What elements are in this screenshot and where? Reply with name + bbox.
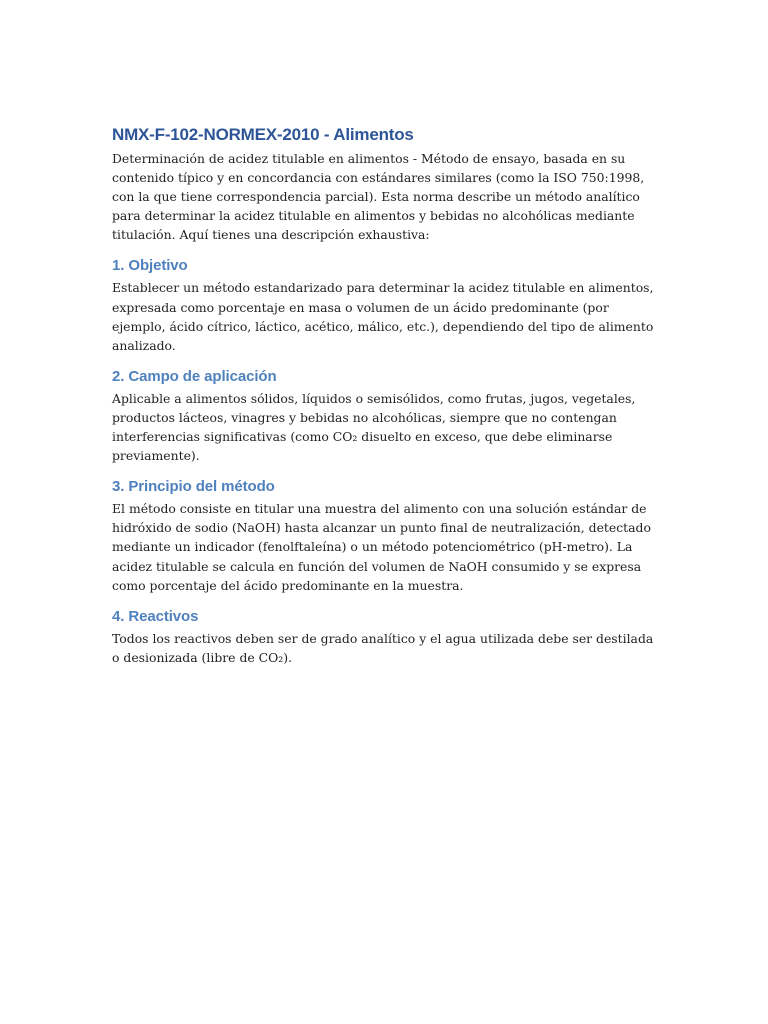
- intro-paragraph: Determinación de acidez titulable en alimentos - Método de ensayo, basada en su contenido típico y en concordancia con estándares similares (como la ISO 750:1998, con la que tiene correspondencia parcial). Esta norma describe un método analítico para determinar la acidez titulable en alimentos y bebidas no alcohólicas mediante titulación. Aquí tienes una descripción exhaustiva:: [112, 151, 645, 243]
- section-campo-de-aplicacion: [112, 367, 660, 465]
- section-heading: 1. Objetivo: [112, 257, 188, 275]
- section-body: El método consiste en titular una muestra del alimento con una solución estándar de hidróxido de sodio (NaOH) hasta alcanzar un punto final de neutralización, detectado mediante un indicador (fenolftaleína) o un método potenciométrico (pH-metro). La acidez titulable se calcula en función del volumen de NaOH consumido y se expresa como porcentaje del ácido predominante en la muestra.: [112, 501, 651, 593]
- document-page: [112, 124, 660, 667]
- section-heading: 4. Reactivos: [112, 607, 199, 625]
- section-heading: 3. Principio del método: [112, 478, 275, 496]
- document-title: NMX-F-102-NORMEX-2010 - Alimentos: [112, 125, 414, 144]
- section-heading: 2. Campo de aplicación: [112, 367, 277, 385]
- section-objetivo: [112, 256, 660, 354]
- section-body: Aplicable a alimentos sólidos, líquidos o semisólidos, como frutas, jugos, vegetales, productos lácteos, vinagres y bebidas no alcohólicas, siempre que no contengan interferencias significativas (como CO₂ disuelto en exceso, que debe eliminarse previamente).: [112, 390, 636, 464]
- section-body: Todos los reactivos deben ser de grado analítico y el agua utilizada debe ser destilada o desionizada (libre de CO₂).: [112, 630, 654, 665]
- section-body: Establecer un método estandarizado para determinar la acidez titulable en alimentos, expresada como porcentaje en masa o volumen de un ácido predominante (por ejemplo, ácido cítrico, láctico, acético, málico, etc.), dependiendo del tipo de alimento analizado.: [112, 280, 654, 353]
- section-principio-del-metodo: [112, 477, 660, 594]
- section-reactivos: [112, 607, 660, 667]
